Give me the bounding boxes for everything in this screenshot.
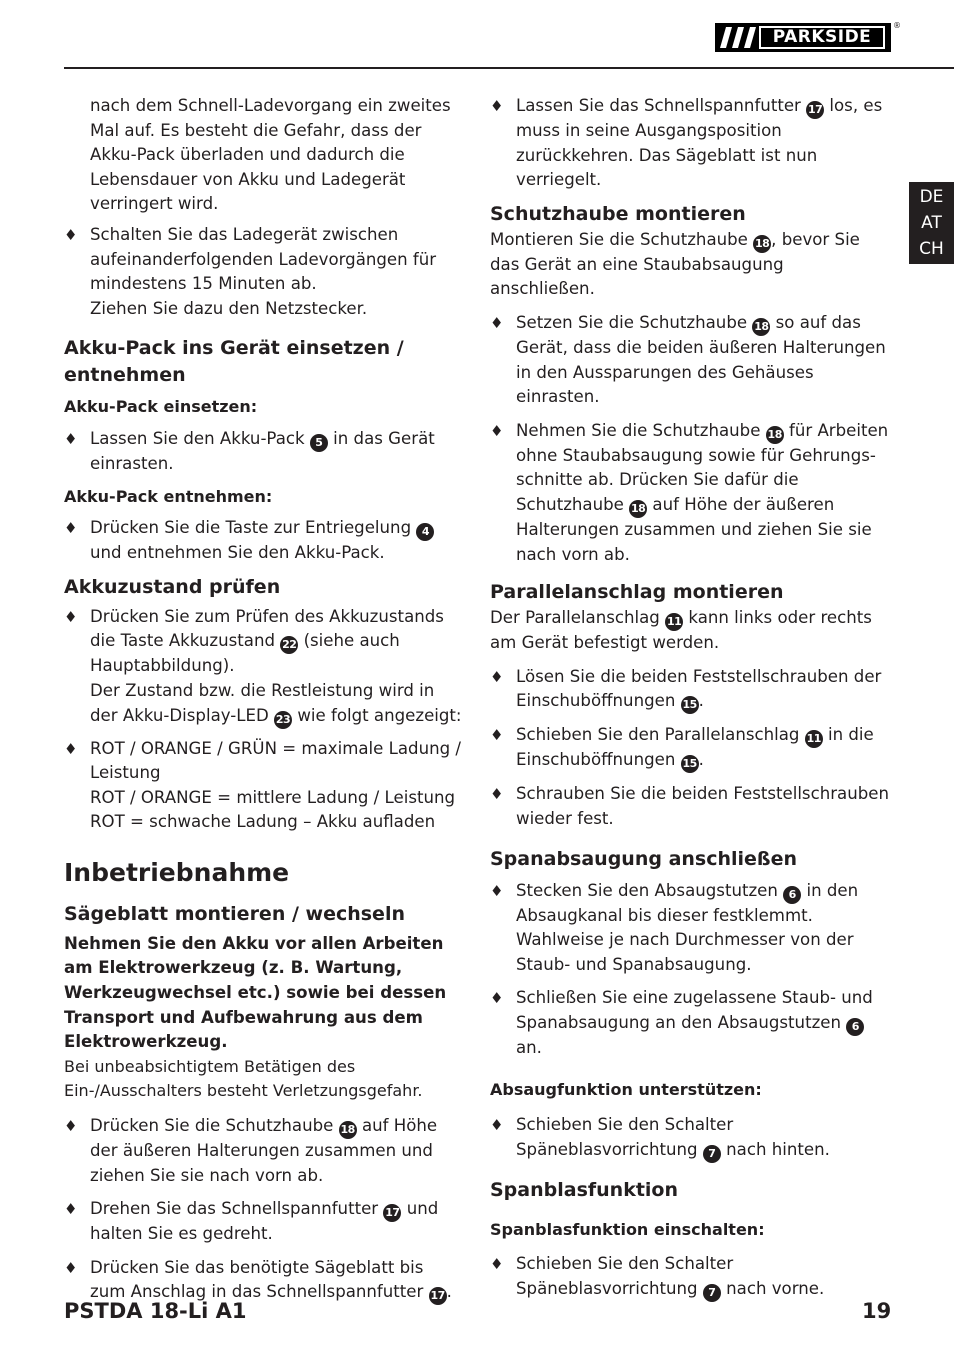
list-item: [64, 737, 464, 835]
bullet-icon: ♦: [64, 1200, 78, 1219]
brand-name: PARKSIDE: [759, 26, 885, 49]
paragraph: Der Parallelanschlag 11 kann links oder rechts am Gerät befestigt werden.: [490, 608, 872, 653]
part-number-badge: 18: [753, 235, 771, 253]
lang-de: DE: [919, 187, 944, 207]
item-text: Stecken Sie den Absaugstutzen 6 in den Absaugkanal bis dieser festklemmt.: [516, 880, 859, 925]
section-heading: Spanblasfunktion: [490, 1178, 679, 1201]
part-number-badge: 18: [339, 1121, 357, 1139]
list-item: [64, 605, 464, 729]
list-item: [64, 1114, 464, 1188]
bullet-icon: ♦: [490, 881, 504, 900]
item-text: Drücken Sie das benötigte Sägeblatt bis zum Anschlag in das Schnellspannfutter 17 .: [90, 1256, 464, 1306]
language-tab: [909, 182, 954, 264]
paragraph: Montieren Sie die Schutzhaube 18 , bevor Sie das Gerät an eine Staubabsaugung anschließen.: [490, 229, 860, 299]
item-text: ROT / ORANGE / GRÜN = maximale Ladung / Leistung: [90, 738, 462, 783]
list-item: [490, 311, 890, 410]
item-text: ROT = schwache Ladung – Akku aufladen: [90, 812, 436, 832]
page-number: 19: [862, 1299, 892, 1323]
subheading: Akku-Pack entnehmen:: [64, 486, 273, 506]
bullet-icon: ♦: [64, 225, 78, 244]
list-item: [490, 1252, 890, 1302]
bullet-icon: ♦: [490, 726, 504, 745]
bullet-icon: ♦: [64, 1117, 78, 1136]
item-text: Schieben Sie den Schalter Späneblasvorrichtung 7 nach vorne.: [516, 1252, 890, 1302]
item-text: Schließen Sie eine zugelassene Staub- und Spanabsaugung an den Absaugstutzen 6 an.: [516, 988, 873, 1057]
part-number-badge: 11: [665, 613, 683, 631]
part-number-badge: 15: [681, 696, 699, 714]
part-number-badge: 18: [766, 426, 784, 444]
list-item: [490, 94, 890, 193]
part-number-badge: 23: [274, 711, 292, 729]
bullet-icon: ♦: [490, 667, 504, 686]
lang-ch: CH: [919, 239, 944, 259]
subheading: Akku-Pack einsetzen:: [64, 397, 258, 417]
item-text: Lösen Sie die beiden Feststellschrauben der Einschuböffnungen 15 .: [516, 665, 890, 715]
header-rule: [64, 67, 954, 69]
list-item: [490, 723, 890, 773]
item-text: Drücken Sie zum Prüfen des Akkuzustands die Taste Akkuzustand 22 (siehe auch Hauptabbildung).: [90, 606, 444, 676]
bullet-icon: ♦: [490, 989, 504, 1008]
part-number-badge: 15: [681, 755, 699, 773]
chapter-title: Inbetriebnahme: [64, 857, 290, 887]
left-column: [64, 94, 464, 1305]
section-heading: Sägeblatt montieren / wechseln: [64, 902, 405, 925]
item-text: Der Zustand bzw. die Restleistung wird in der Akku-Display-LED 23 wie folgt angezeigt:: [90, 679, 464, 729]
section-heading: Akku-Pack ins Gerät einsetzen / entnehmen: [64, 337, 404, 387]
part-number-badge: 17: [806, 101, 824, 119]
bullet-icon: ♦: [490, 97, 504, 115]
item-text: Wahlweise je nach Durchmesser von der Staub- und Spanabsaugung.: [516, 930, 854, 974]
part-number-badge: 17: [429, 1287, 447, 1305]
section-heading: Akkuzustand prüfen: [64, 575, 281, 598]
list-item: [490, 419, 890, 567]
item-text: Drücken Sie die Taste zur Entriegelung 4 und entnehmen Sie den Akku-Pack.: [90, 516, 464, 566]
item-text: Schrauben Sie die beiden Feststellschrauben wieder fest.: [516, 784, 889, 828]
list-item: [490, 879, 890, 978]
section-heading: Schutzhaube montieren: [490, 202, 746, 225]
section-heading: Parallelanschlag montieren: [490, 581, 784, 604]
item-text: Drehen Sie das Schnellspannfutter 17 und halten Sie es gedreht.: [90, 1199, 439, 1244]
bullet-icon: ♦: [64, 607, 78, 626]
bullet-icon: ♦: [490, 785, 504, 804]
subheading: Spanblasfunktion einschalten:: [490, 1219, 765, 1239]
bullet-icon: ♦: [64, 429, 78, 448]
list-item: [64, 1256, 464, 1306]
warning-text: Nehmen Sie den Akku vor allen Arbeiten am Elektrowerkzeug (z. B. Wartung, Werkzeugwechsel etc.) sowie bei dessen Transport und Aufbewahrung aus dem Elektrowerkzeug.: [64, 933, 447, 1052]
list-item: [64, 223, 464, 321]
item-text: Setzen Sie die Schutzhaube 18 so auf das Gerät, dass die beiden äußeren Halterungen in den Aussparungen des Gehäuses einrasten.: [516, 312, 886, 407]
part-number-badge: 18: [629, 500, 647, 518]
list-item: [64, 1197, 464, 1247]
item-text: Ziehen Sie dazu den Netzstecker.: [90, 298, 368, 318]
bullet-icon: ♦: [490, 1255, 504, 1274]
list-item: [490, 986, 890, 1060]
item-text: ROT / ORANGE = mittlere Ladung / Leistung: [90, 787, 456, 807]
part-number-badge: 6: [783, 886, 801, 904]
right-column: [490, 94, 890, 1302]
bullet-icon: ♦: [490, 421, 504, 440]
bullet-icon: ♦: [64, 739, 78, 758]
bullet-icon: ♦: [490, 313, 504, 332]
bullet-icon: ♦: [64, 519, 78, 538]
part-number-badge: 17: [383, 1204, 401, 1222]
item-text: Drücken Sie die Schutzhaube 18 auf Höhe der äußeren Halterungen zusammen und ziehen Sie sie nach vorn ab.: [90, 1116, 438, 1185]
item-text: Schieben Sie den Parallelanschlag 11 in die Einschuböffnungen 15 .: [516, 723, 890, 773]
subheading: Absaugfunktion unterstützen:: [490, 1080, 762, 1100]
item-text: Schalten Sie das Ladegerät zwischen aufeinanderfolgenden Ladevorgängen für mindestens 15 Minuten ab.: [90, 224, 437, 294]
list-item: [64, 427, 464, 477]
part-number-badge: 11: [805, 730, 823, 748]
list-item: [490, 1113, 890, 1163]
part-number-badge: 4: [416, 523, 434, 541]
list-item: [64, 516, 464, 566]
item-text: Lassen Sie das Schnellspannfutter 17 los, es muss in seine Ausgangsposition zurückkehren. Das Sägeblatt ist nun verriegelt.: [516, 96, 883, 190]
model-name: PSTDA 18-Li A1: [64, 1299, 247, 1323]
item-text: Schieben Sie den Schalter Späneblasvorrichtung 7 nach hinten.: [516, 1113, 890, 1163]
list-item: [490, 665, 890, 715]
part-number-badge: 7: [703, 1145, 721, 1163]
registered-mark: ®: [893, 21, 901, 30]
parkside-logo: [715, 21, 901, 52]
item-text: Lassen Sie den Akku-Pack 5 in das Gerät einrasten.: [90, 428, 435, 473]
list-item: [490, 782, 890, 831]
paragraph: nach dem Schnell-Ladevorgang ein zweites Mal auf. Es besteht die Gefahr, dass der Akku-Pack überladen und dadurch die Lebensdauer von Akku und Ladegerät verringert wird.: [90, 96, 451, 214]
part-number-badge: 7: [703, 1284, 721, 1302]
logo-stripes-icon: [720, 27, 758, 48]
section-heading: Spanabsaugung anschließen: [490, 847, 798, 870]
lang-at: AT: [921, 213, 942, 233]
part-number-badge: 5: [310, 434, 328, 452]
bullet-icon: ♦: [64, 1258, 78, 1277]
warning-note: Bei unbeabsichtigtem Betätigen des Ein-/Ausschalters besteht Verletzungsgefahr.: [64, 1056, 423, 1101]
part-number-badge: 18: [752, 318, 770, 336]
bullet-icon: ♦: [490, 1116, 504, 1135]
part-number-badge: 6: [846, 1018, 864, 1036]
item-text: Nehmen Sie die Schutzhaube 18 für Arbeiten ohne Staubabsaugung sowie für Gehrungsschnitte ab. Drücken Sie dafür die Schutzhaube 18 auf Höhe der äußeren Halterungen zusammen und ziehen Sie sie nach vorn ab.: [516, 420, 889, 564]
part-number-badge: 22: [280, 636, 298, 654]
